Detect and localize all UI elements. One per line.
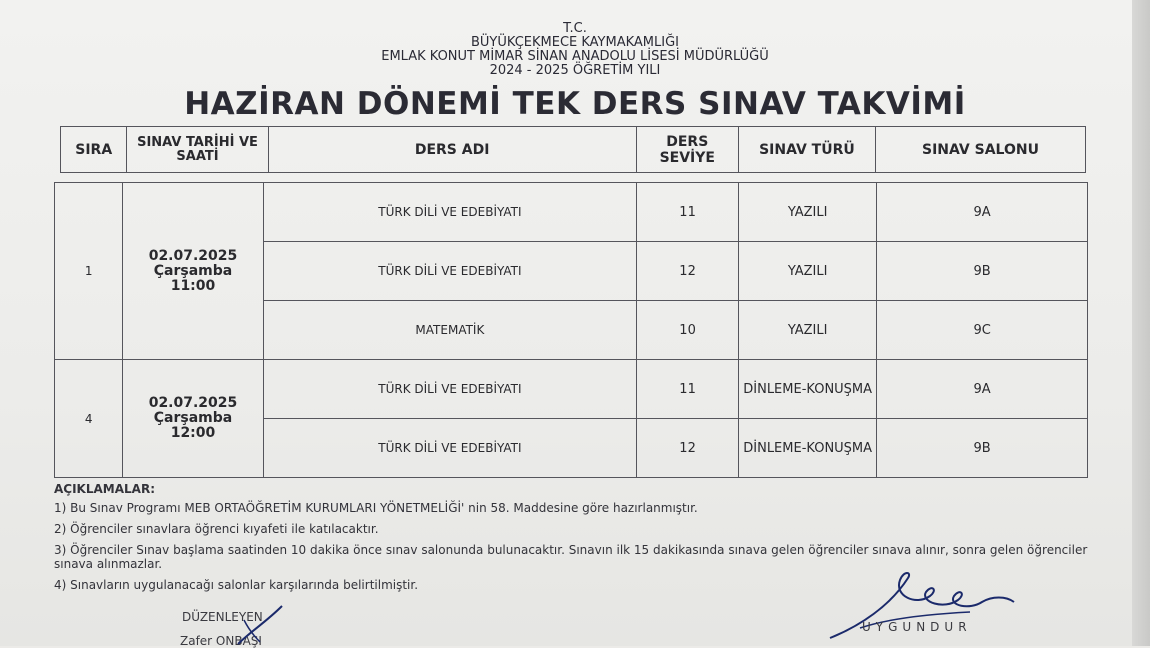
signature-left-label: DÜZENLEYEN	[182, 610, 263, 624]
exam-table	[54, 182, 1088, 478]
note-item: 3) Öğrenciler Sınav başlama saatinden 10 dakika önce sınav salonunda bulunacaktır. Sınavın ilk 15 dakikasında sınava gelen öğrenciler sınava alınır, sonra gelen öğrenciler sınava alınmazlar.	[54, 543, 1088, 571]
ders-cell: TÜRK DİLİ VE EDEBİYATI	[263, 183, 636, 242]
note-item: 1) Bu Sınav Programı MEB ORTAÖĞRETİM KURUMLARI YÖNETMELİĞİ' nin 58. Maddesine göre hazırlanmıştır.	[54, 501, 698, 515]
table-row	[55, 360, 1088, 419]
tur-cell: DİNLEME-KONUŞMA	[739, 419, 877, 478]
seviye-cell: 11	[637, 183, 739, 242]
note-item: 4) Sınavların uygulanacağı salonlar karşılarında belirtilmiştir.	[54, 578, 419, 592]
salon-cell: 9B	[877, 419, 1088, 478]
signature-right-label: UYGUNDUR	[862, 620, 972, 634]
signature-left-name: Zafer ONBAŞI	[180, 634, 262, 648]
table-row	[55, 183, 1088, 242]
col-sira: SIRA	[61, 127, 127, 173]
ders-cell: MATEMATİK	[263, 301, 636, 360]
sira-cell: 1	[55, 183, 123, 360]
ders-cell: TÜRK DİLİ VE EDEBİYATI	[263, 242, 636, 301]
ders-cell: TÜRK DİLİ VE EDEBİYATI	[263, 360, 636, 419]
exam-date: 02.07.2025	[148, 395, 238, 411]
notes-heading: AÇIKLAMALAR:	[54, 482, 155, 496]
salon-cell: 9B	[877, 242, 1088, 301]
tur-cell: YAZILI	[739, 242, 877, 301]
table-header	[60, 126, 1086, 173]
salon-cell: 9A	[877, 183, 1088, 242]
note-item: 2) Öğrenciler sınavlara öğrenci kıyafeti ile katılacaktır.	[54, 522, 379, 536]
exam-time: 11:00	[170, 277, 216, 294]
date-cell	[123, 360, 263, 478]
salon-cell: 9C	[877, 301, 1088, 360]
exam-time: 12:00	[170, 425, 216, 441]
header-line-1: T.C.	[563, 21, 587, 36]
seviye-cell: 10	[637, 301, 739, 360]
header-line-4: 2024 - 2025 ÖĞRETİM YILI	[489, 63, 661, 78]
tur-cell: YAZILI	[739, 301, 877, 360]
exam-date: 02.07.2025	[148, 247, 238, 264]
col-tur: SINAV TÜRÜ	[738, 127, 875, 173]
col-ders: DERS ADI	[268, 127, 636, 173]
tur-cell: DİNLEME-KONUŞMA	[739, 360, 877, 419]
signature-right-scribble-icon	[820, 566, 1020, 646]
header-line-3: EMLAK KONUT MİMAR SİNAN ANADOLU LİSESİ MÜDÜRLÜĞÜ	[381, 49, 769, 64]
tur-cell: YAZILI	[739, 183, 877, 242]
seviye-cell: 11	[637, 360, 739, 419]
header-line-2: BÜYÜKÇEKMECE KAYMAKAMLIĞI	[471, 35, 679, 50]
exam-day: Çarşamba	[153, 410, 233, 426]
col-tarih: SINAV TARİHİ VE SAATİ	[127, 127, 268, 173]
date-cell	[123, 183, 263, 360]
seviye-cell: 12	[637, 242, 739, 301]
salon-cell: 9A	[877, 360, 1088, 419]
sira-cell: 4	[55, 360, 123, 478]
ders-cell: TÜRK DİLİ VE EDEBİYATI	[263, 419, 636, 478]
document-title: HAZİRAN DÖNEMİ TEK DERS SINAV TAKVİMİ	[184, 86, 966, 122]
exam-day: Çarşamba	[153, 262, 233, 279]
col-salon: SINAV SALONU	[875, 127, 1085, 173]
signature-left-mark-icon	[230, 600, 290, 646]
col-seviye: DERS SEVİYE	[636, 127, 738, 173]
seviye-cell: 12	[637, 419, 739, 478]
